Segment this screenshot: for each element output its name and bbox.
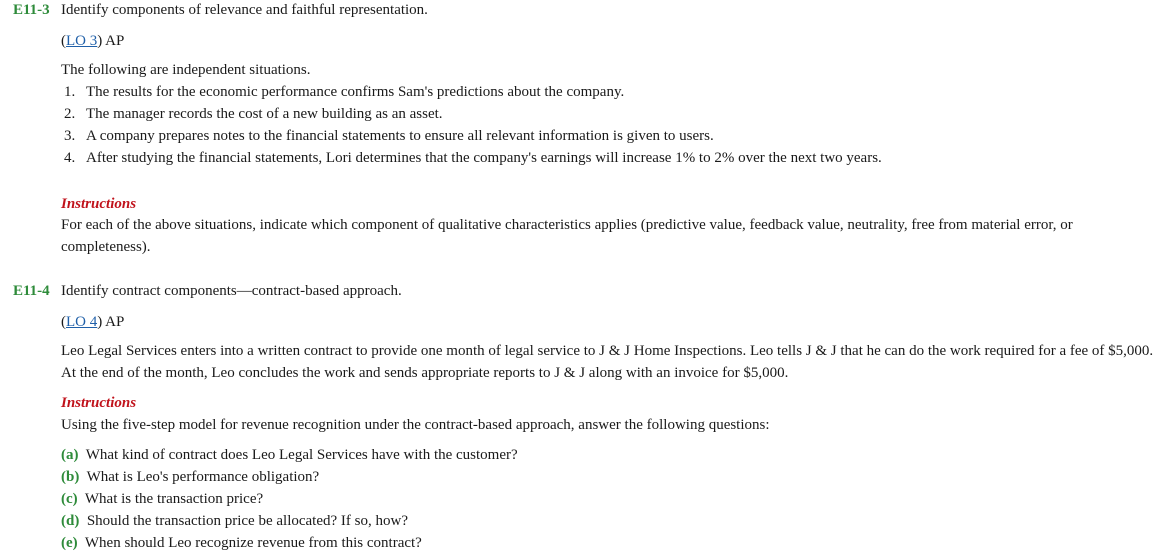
lo-suffix: ) AP <box>97 314 125 330</box>
list-item-text: After studying the financial statements, Lori determines that the company's earnings will increase 1% to 2% over the next two years. <box>86 150 882 166</box>
list-item-number: 1. <box>64 84 76 100</box>
instructions-text-e11-4: Using the five-step model for revenue recognition under the contract-based approach, answer the following questions: <box>61 417 770 433</box>
learning-objective-e11-4 <box>61 313 124 331</box>
scenario-text-e11-4: Leo Legal Services enters into a written contract to provide one month of legal service to J & J Home Inspections. Leo tells J & J that he can do the work required for a fee of $5,000. At the end of the month, Leo concludes the work and sends appropriate reports to J & J along with an invoice for $5,000. <box>61 343 1154 381</box>
question-text: What is Leo's performance obligation? <box>86 469 320 485</box>
list-item-text: A company prepares notes to the financial statements to ensure all relevant information is given to users. <box>86 128 714 144</box>
question-letter: (b) <box>61 469 80 485</box>
question-text: Should the transaction price be allocated? If so, how? <box>86 513 408 529</box>
exercise-title-e11-4: Identify contract components—contract-based approach. <box>61 283 402 299</box>
question-text: What kind of contract does Leo Legal Services have with the customer? <box>85 447 518 463</box>
instructions-heading-e11-3: Instructions <box>61 196 137 212</box>
question-item <box>61 534 422 552</box>
instructions-heading-e11-4: Instructions <box>61 395 137 411</box>
list-item-number: 2. <box>64 106 76 122</box>
lo-prefix: ( <box>61 33 66 49</box>
situations-intro: The following are independent situations. <box>61 62 311 78</box>
list-item <box>64 105 443 123</box>
question-text: What is the transaction price? <box>84 491 264 507</box>
exercise-number-e11-4: E11-4 <box>13 283 50 299</box>
learning-objective-e11-3 <box>61 32 124 50</box>
lo-3-link[interactable]: LO 3 <box>66 33 98 49</box>
question-letter: (c) <box>61 491 78 507</box>
question-item <box>61 468 319 486</box>
list-item <box>64 127 714 145</box>
list-item <box>64 149 882 167</box>
list-item-text: The results for the economic performance confirms Sam's predictions about the company. <box>86 84 625 100</box>
lo-prefix: ( <box>61 314 66 330</box>
lo-suffix: ) AP <box>97 33 125 49</box>
question-letter: (a) <box>61 447 79 463</box>
list-item-text: The manager records the cost of a new building as an asset. <box>86 106 443 122</box>
question-item <box>61 446 518 464</box>
list-item-number: 4. <box>64 150 76 166</box>
question-text: When should Leo recognize revenue from this contract? <box>84 535 422 551</box>
question-item <box>61 490 263 508</box>
list-item <box>64 83 624 101</box>
list-item-number: 3. <box>64 128 76 144</box>
question-letter: (e) <box>61 535 78 551</box>
instructions-text-e11-3: For each of the above situations, indicate which component of qualitative characteristics applies (predictive value, feedback value, neutrality, free from material error, or completeness). <box>61 217 1073 255</box>
question-letter: (d) <box>61 513 80 529</box>
exercise-number-e11-3: E11-3 <box>13 2 50 18</box>
exercise-title-e11-3: Identify components of relevance and faithful representation. <box>61 2 428 18</box>
question-item <box>61 512 408 530</box>
lo-4-link[interactable]: LO 4 <box>66 314 98 330</box>
